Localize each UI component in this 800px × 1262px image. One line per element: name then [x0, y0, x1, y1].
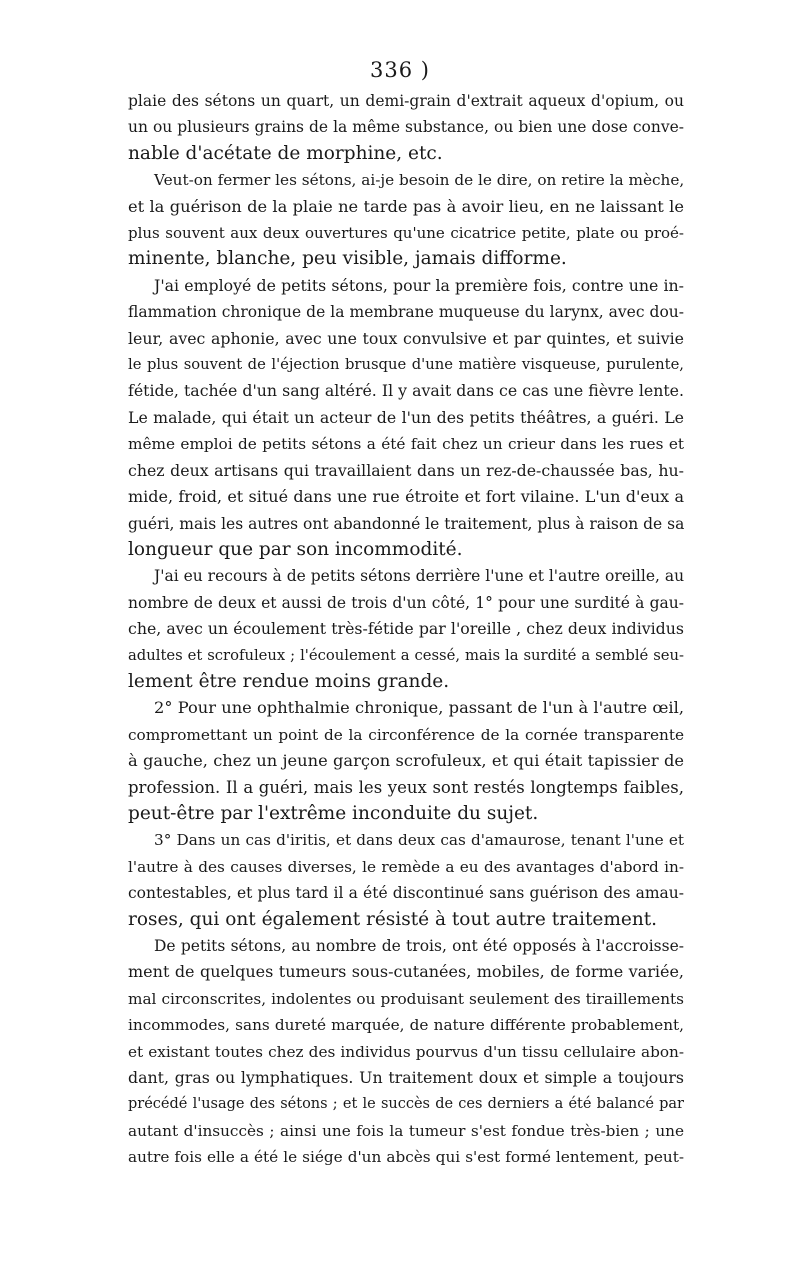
- text-line: plus souvent aux deux ouvertures qu'une cicatrice petite, plate ou proé-: [128, 224, 684, 243]
- paragraph: [128, 933, 684, 1171]
- page-number: 336 ): [370, 58, 430, 82]
- text-line: compromettant un point de la circonférence de la cornée transparente: [128, 725, 684, 744]
- text-line: nable d'acétate de morphine, etc.: [128, 142, 443, 164]
- text-line: nombre de deux et aussi de trois d'un côté, 1° pour une surdité à gau-: [128, 593, 684, 612]
- text-line: minente, blanche, peu visible, jamais difforme.: [128, 248, 567, 270]
- text-line: fétide, tachée d'un sang altéré. Il y avait dans ce cas une fièvre lente.: [128, 381, 684, 401]
- body-text: [128, 88, 684, 1171]
- text-line: guéri, mais les autres ont abandonné le traitement, plus à raison de sa: [128, 514, 685, 533]
- text-line: Le malade, qui était un acteur de l'un des petits théâtres, a guéri. Le: [128, 407, 684, 427]
- text-line: contestables, et plus tard il a été discontinué sans guérison des amau-: [128, 884, 684, 903]
- text-line: le plus souvent de l'éjection brusque d'une matière visqueuse, purulente,: [128, 356, 684, 374]
- text-line: précédé l'usage des sétons ; et le succès de ces derniers a été balancé par: [128, 1096, 684, 1113]
- text-line: peut-être par l'extrême inconduite du sujet.: [128, 802, 539, 824]
- text-line: profession. Il a guéri, mais les yeux sont restés longtemps faibles,: [128, 777, 684, 797]
- text-line: J'ai eu recours à de petits sétons derrière l'une et l'autre oreille, au: [154, 567, 685, 586]
- text-line: leur, avec aphonie, avec une toux convulsive et par quintes, et suivie: [128, 328, 684, 348]
- text-line: incommodes, sans dureté marquée, de nature différente probablement,: [128, 1016, 684, 1035]
- text-line: De petits sétons, au nombre de trois, ont été opposés à l'accroisse-: [154, 937, 684, 955]
- text-line: Veut-on fermer les sétons, ai-je besoin de le dire, on retire la mèche,: [154, 171, 685, 190]
- paragraph: [128, 695, 684, 827]
- text-line: 2° Pour une ophthalmie chronique, passant de l'un à l'autre œil,: [154, 698, 684, 718]
- text-line: mide, froid, et situé dans une rue étroite et fort vilaine. L'un d'eux a: [128, 487, 684, 507]
- text-line: flammation chronique de la membrane muqueuse du larynx, avec dou-: [128, 303, 684, 322]
- text-line: l'autre à des causes diverses, le remède a eu des avantages d'abord in-: [128, 857, 684, 876]
- text-line: lement être rendue moins grande.: [128, 670, 450, 692]
- text-line: même emploi de petits sétons a été fait chez un crieur dans les rues et: [128, 435, 684, 454]
- text-line: autre fois elle a été le siége d'un abcès qui s'est formé lentement, peut-: [128, 1148, 684, 1167]
- text-line: plaie des sétons un quart, un demi-grain d'extrait aqueux d'opium, ou: [128, 92, 684, 110]
- text-line: roses, qui ont également résisté à tout autre traitement.: [128, 908, 658, 930]
- text-line: ment de quelques tumeurs sous-cutanées, mobiles, de forme variée,: [128, 962, 684, 982]
- text-line: autant d'insuccès ; ainsi une fois la tumeur s'est fondue très-bien ; une: [128, 1121, 684, 1140]
- text-line: mal circonscrites, indolentes ou produisant seulement des tiraillements: [128, 989, 684, 1008]
- paragraph: [128, 167, 684, 273]
- paragraph: [128, 88, 684, 167]
- text-line: longueur que par son incommodité.: [128, 538, 463, 560]
- paragraph: [128, 563, 684, 695]
- text-line: et existant toutes chez des individus pourvus d'un tissu cellulaire abon-: [128, 1042, 684, 1061]
- text-line: dant, gras ou lymphatiques. Un traitement doux et simple a toujours: [128, 1068, 684, 1088]
- text-line: chez deux artisans qui travaillaient dans un rez-de-chaussée bas, hu-: [128, 460, 684, 480]
- paragraph: [128, 273, 684, 563]
- paragraph: [128, 827, 684, 933]
- text-line: 3° Dans un cas d'iritis, et dans deux cas d'amaurose, tenant l'une et: [154, 831, 684, 850]
- text-line: à gauche, chez un jeune garçon scrofuleux, et qui était tapissier de: [128, 751, 684, 771]
- text-line: un ou plusieurs grains de la même substance, ou bien une dose conve-: [128, 118, 684, 137]
- text-line: J'ai employé de petits sétons, pour la première fois, contre une in-: [154, 275, 684, 295]
- text-line: che, avec un écoulement très-fétide par l'oreille , chez deux individus: [128, 619, 684, 639]
- text-line: adultes et scrofuleux ; l'écoulement a cessé, mais la surdité a semblé seu-: [128, 646, 684, 664]
- text-line: et la guérison de la plaie ne tarde pas à avoir lieu, en ne laissant le: [128, 196, 684, 216]
